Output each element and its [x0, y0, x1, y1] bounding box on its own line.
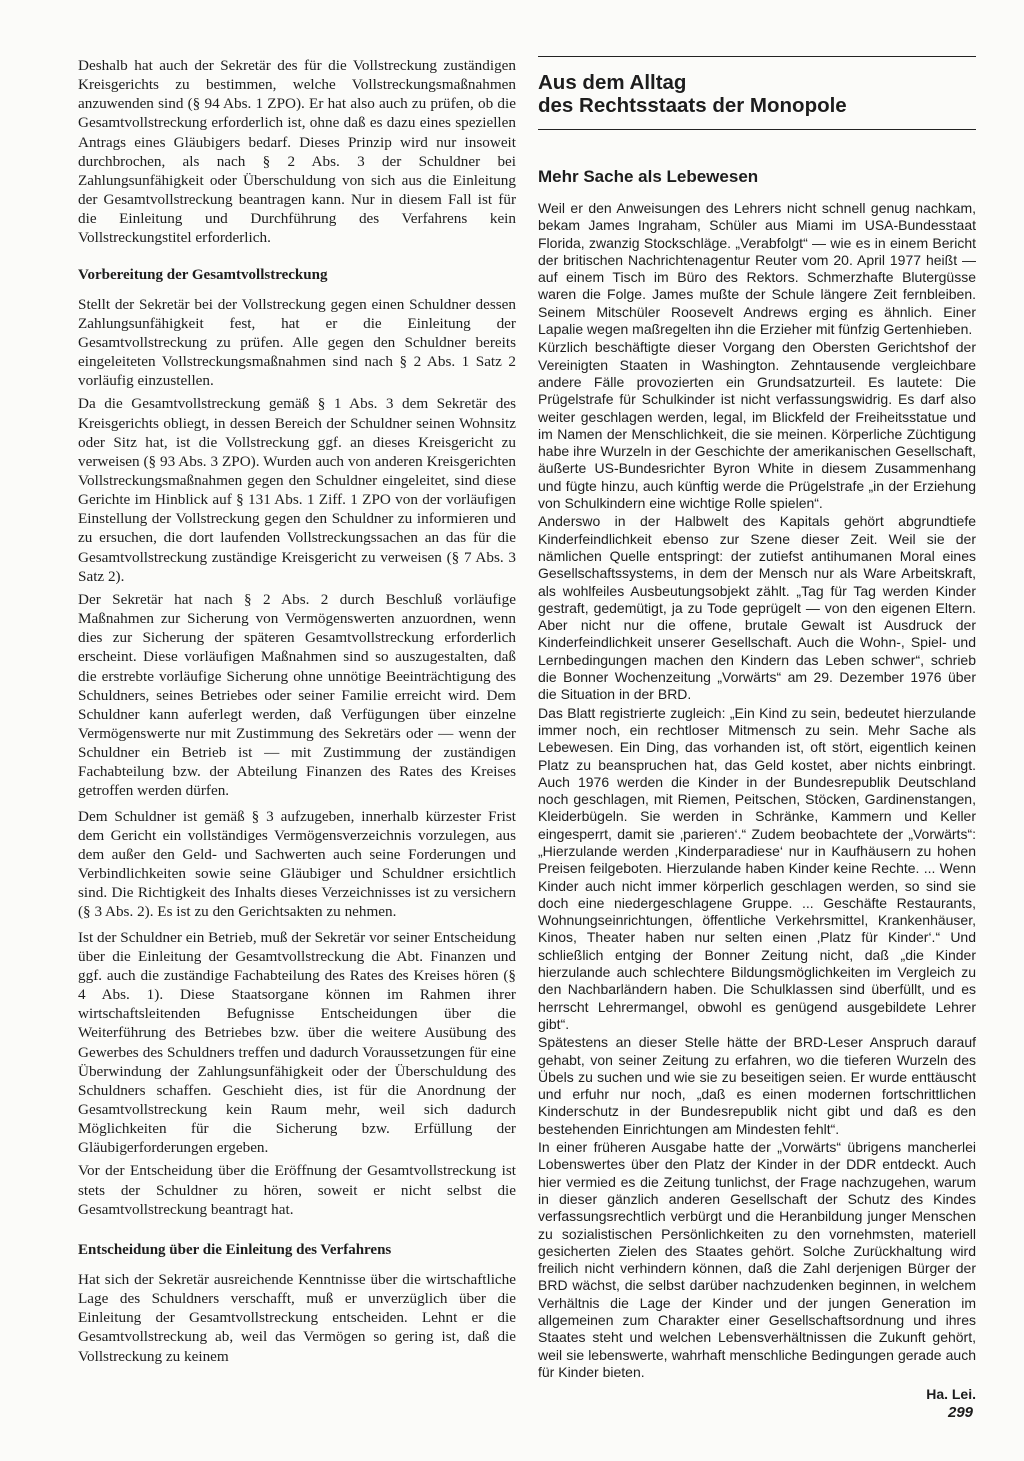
- right-paragraph-6: In einer früheren Ausgabe hatte der „Vorwärts“ übrigens mancherlei Lobenswertes über den Platz der Kinder in der DDR entdeckt. Auch hier vermied es die Zeitung tunlichst, der Frage nachzugehen, warum in dieser gänzlich anderen Gesellschaft der Schutz des Kindes verfassungsrechtlich verbürgt und die Heranbildung junger Menschen zu sozialistischen Persönlichkeiten zu den vornehmsten, materiell gesicherten Zielen des Staates gehört. Solche Zurückhaltung wird freilich nicht verhindern können, daß die Zahl derjenigen Bürger der BRD wächst, die selbst darüber nachzudenken beginnen, in welchem Verhältnis die Lage der Kinder und der jungen Generation im allgemeinen zum Charakter einer Gesellschaftsordnung und ihres Staates steht und welchen Lebensverhältnissen die Zukunft gehört, weil sie lebenswerte, wahrhaft menschliche Bedingungen gerade auch für Kinder bieten.: [538, 1139, 976, 1380]
- author-signature: Ha. Lei.: [926, 1386, 976, 1403]
- page-number: 299: [948, 1404, 974, 1421]
- rubric-title-line-2: des Rechtsstaats der Monopole: [538, 94, 847, 117]
- right-column: [538, 56, 976, 1403]
- left-paragraph-3: Da die Gesamtvollstreckung gemäß § 1 Abs. 3 dem Sekretär des Kreisgerichts obliegt, in dessen Bereich der Schuldner seinen Wohnsitz oder Sitz hat, ist die Vollstreckung ggf. an dieses Kreisgericht zu verweisen (§ 93 Abs. 3 ZPO). Wurden auch von anderen Kreisgerichten Vollstreckungsmaßnahmen gegen den Schuldner eingeleitet, sind diese Gerichte im Hinblick auf § 131 Abs. 1 Ziff. 1 ZPO von der vorläufigen Einstellung der Vollstreckung gegen den Schuldner zu informieren und zu ersuchen, die dort laufenden Vollstreckungssachen an das für die Gesamtvollstreckung zuständige Kreisgericht zu verweisen (§ 7 Abs. 3 Satz 2).: [78, 395, 516, 585]
- right-paragraph-2: Kürzlich beschäftigte dieser Vorgang den Obersten Gerichtshof der Vereinigten Staaten in Washington. Zehntausende vergleichbare andere Fälle provozierten ein Grundsatzurteil. Es lautete: Die Prügelstrafe für Schulkinder ist nicht verfassungswidrig. Es darf also weiter geschlagen werden, legal, im Blickfeld der Freiheitsstatue und im Namen der Menschlichkeit, die sie meinen. Körperliche Züchtigung habe ihre Wurzeln in der Geschichte der amerikanischen Gesellschaft, äußerte US-Bundesrichter Byron White in diesem Zusammenhang und fügte hinzu, auch künftig werde die Prügelstrafe „in der Erziehung von Schulkindern eine wichtige Rolle spielen“.: [538, 339, 976, 512]
- right-paragraph-3: Anderswo in der Halbwelt des Kapitals gehört abgrundtiefe Kinderfeindlichkeit ebenso zur Szene dieser Zeit. Weil sie der nämlichen Quelle entspringt: der zutiefst antihumanen Moral eines Gesellschaftssystems, in dem der Mensch nur als Ware Arbeitskraft, als wohlfeiles Ausbeutungsobjekt zählt. „Tag für Tag werden Kinder gestraft, gedemütigt, ja zu Tode geprügelt — von den eigenen Eltern. Aber nicht nur die offene, brutale Gewalt ist Ausdruck der Kinderfeindlichkeit unserer Gesellschaft. Auch die Wohn-, Spiel- und Lernbedingungen machen den Kindern das Leben schwer“, schrieb die Bonner Wochenzeitung „Vorwärts“ am 29. Dezember 1976 über die Situation in der BRD.: [538, 513, 976, 703]
- right-paragraph-5: Spätestens an dieser Stelle hätte der BRD-Leser Anspruch darauf gehabt, von seiner Zeitung zu erfahren, wo die tieferen Wurzeln des Übels zu suchen und wie sie zu beseitigen seien. Er wurde enttäuscht und erfuhr nur noch, „daß es einen modernen fortschrittlichen Kinderschutz in der Bundesrepublik nicht gibt und daß es den bestehenden Einrichtungen am Mindesten fehlt“.: [538, 1034, 976, 1137]
- left-paragraph-5: Dem Schuldner ist gemäß § 3 aufzugeben, innerhalb kürzester Frist dem Gericht ein vollständiges Vermögensverzeichnis vorzulegen, aus dem außer den Geld- und Sachwerten auch seine Forderungen und Verbindlichkeiten sowie seine Gläubiger und Schuldner ersichtlich sind. Die Richtigkeit des Inhalts dieses Verzeichnisses ist zu versichern (§ 3 Abs. 2). Es ist zu den Gerichtsakten zu nehmen.: [78, 807, 516, 921]
- article-heading: Mehr Sache als Lebewesen: [538, 167, 759, 186]
- section-heading-vorbereitung: Vorbereitung der Gesamtvollstreckung: [78, 266, 328, 283]
- rubric-box: [538, 56, 976, 130]
- section-heading-entscheidung: Entscheidung über die Einleitung des Verfahrens: [78, 1241, 392, 1258]
- right-paragraph-1: Weil er den Anweisungen des Lehrers nicht schnell genug nachkam, bekam James Ingraham, Schüler aus Miami im USA-Bundesstaat Florida, zwanzig Stockschläge. „Verabfolgt“ — wie es in einem Bericht der britischen Nachrichtenagentur Reuter vom 20. April 1977 heißt — auf einem Tisch im Büro des Rektors. Schmerzhafte Blutergüsse waren die Folge. James mußte der Schule längere Zeit fernbleiben. Seinem Mitschüler Roosevelt Andrews erging es ähnlich. Einer Lapalie wegen maßregelten ihn die Erzieher mit fünfzig Gertenhieben.: [538, 200, 976, 338]
- left-paragraph-6: Ist der Schuldner ein Betrieb, muß der Sekretär vor seiner Entscheidung über die Einleitung der Gesamtvollstreckung die Abt. Finanzen und ggf. auch die zuständige Fachabteilung des Rates des Kreises hören (§ 4 Abs. 1). Diese Staatsorgane können im Rahmen ihrer wirtschaftsleitenden Befugnisse Entscheidungen über die Weiterführung des Betriebes bzw. über die weitere Ausübung des Gewerbes des Schuldners treffen und dadurch Voraussetzungen für eine Überwindung der Zahlungsunfähigkeit oder der Überschuldung des Schuldners schaffen. Geschieht dies, ist für die Anordnung der Gesamtvollstreckung kein Raum mehr, weil sich dadurch Möglichkeiten für die Sicherung bzw. Erfüllung der Gläubigerforderungen ergeben.: [78, 928, 516, 1157]
- left-paragraph-1: Deshalb hat auch der Sekretär des für die Vollstreckung zuständigen Kreisgerichts zu bestimmen, welche Vollstreckungsmaßnahmen anzuwenden sind (§ 94 Abs. 1 ZPO). Er hat also auch zu prüfen, ob die Gesamtvollstreckung erforderlich ist, ohne daß es dazu eines speziellen Antrags eines Gläubigers bedarf. Dieses Prinzip wird nur insoweit durchbrochen, als nach § 2 Abs. 3 der Schuldner bei Zahlungsunfähigkeit oder Überschuldung von sich aus die Einleitung der Gesamtvollstreckung beantragen kann. Nur in diesem Fall ist für die Einleitung und Durchführung des Verfahrens kein Vollstreckungstitel erforderlich.: [78, 57, 516, 247]
- left-paragraph-4: Der Sekretär hat nach § 2 Abs. 2 durch Beschluß vorläufige Maßnahmen zur Sicherung von Vermögenswerten anzuordnen, wenn dies zur Sicherung der späteren Gesamtvollstreckung erforderlich erscheint. Diese vorläufigen Maßnahmen sind so auszugestalten, daß die erstrebte vorläufige Sicherung ohne unnötige Beeinträchtigung des Schuldners, seines Betriebes oder seiner Familie erreicht wird. Dem Schuldner kann auferlegt werden, daß Verfügungen über einzelne Vermögenswerte nur mit Zustimmung des Sekretärs oder — wenn der Schuldner ein Betrieb ist — mit Zustimmung der zuständigen Fachabteilung bzw. der Abteilung Finanzen des Rates des Kreises getroffen werden dürfen.: [78, 590, 516, 800]
- left-paragraph-7: Vor der Entscheidung über die Eröffnung der Gesamtvollstreckung ist stets der Schuldner zu hören, soweit er nicht selbst die Gesamtvollstreckung beantragt hat.: [78, 1162, 516, 1218]
- left-column: [78, 56, 516, 1370]
- left-paragraph-2: Stellt der Sekretär bei der Vollstreckung gegen einen Schuldner dessen Zahlungsunfähigkeit fest, hat er die Einleitung der Gesamtvollstreckung zu prüfen. Alle gegen den Schuldner bereits eingeleiteten Vollstreckungsmaßnahmen sind nach § 2 Abs. 1 Satz 2 vorläufig einzustellen.: [78, 295, 516, 390]
- left-paragraph-8: Hat sich der Sekretär ausreichende Kenntnisse über die wirtschaftliche Lage des Schuldners verschafft, muß er unverzüglich über die Einleitung der Gesamtvollstreckung entscheiden. Lehnt er die Gesamtvollstreckung ab, weil das Vermögen so gering ist, daß die Vollstreckung zu keinem: [78, 1270, 516, 1365]
- right-paragraph-4: Das Blatt registrierte zugleich: „Ein Kind zu sein, bedeutet hierzulande immer noch, ein rechtloser Mitmensch zu sein. Mehr Sache als Lebewesen. Ein Ding, das vorhanden ist, oft stört, eigentlich keinen Platz zu beanspruchen hat, das Geld kostet, aber nichts einbringt. Auch 1976 werden die Kinder in der Bundesrepublik Deutschland noch geschlagen, mit Riemen, Peitschen, Stöcken, Gardinenstangen, Kleiderbügeln. Sie werden in Schränke, Kammern und Keller eingesperrt, damit sie ‚parieren‘.“ Zudem beobachtete der „Vorwärts“: „Hierzulande werden ‚Kinderparadiese‘ nur in Kaufhäusern zu hohen Preisen feilgeboten. Hierzulande haben Kinder keine Rechte. ... Wenn Kinder auch nicht immer körperlich geschlagen werden, so sind sie doch eine niedergeschlagene Gruppe. ... Geschäfte Restaurants, Wohnungseinrichtungen, öffentliche Verkehrsmittel, Krankenhäuser, Kinos, Theater haben nur selten einen ‚Platz für Kinder‘.“ Und schließlich entging der Bonner Zeitung nicht, daß „die Kinder hierzulande auch schlechtere Bildungsmöglichkeiten im Vergleich zu den Nachbarländern haben. Die Schulklassen sind überfüllt, und es herrscht Lehrermangel, obwohl es genügend ausgebildete Lehrer gibt“.: [538, 704, 976, 1032]
- rubric-title-line-1: Aus dem Alltag: [538, 71, 687, 94]
